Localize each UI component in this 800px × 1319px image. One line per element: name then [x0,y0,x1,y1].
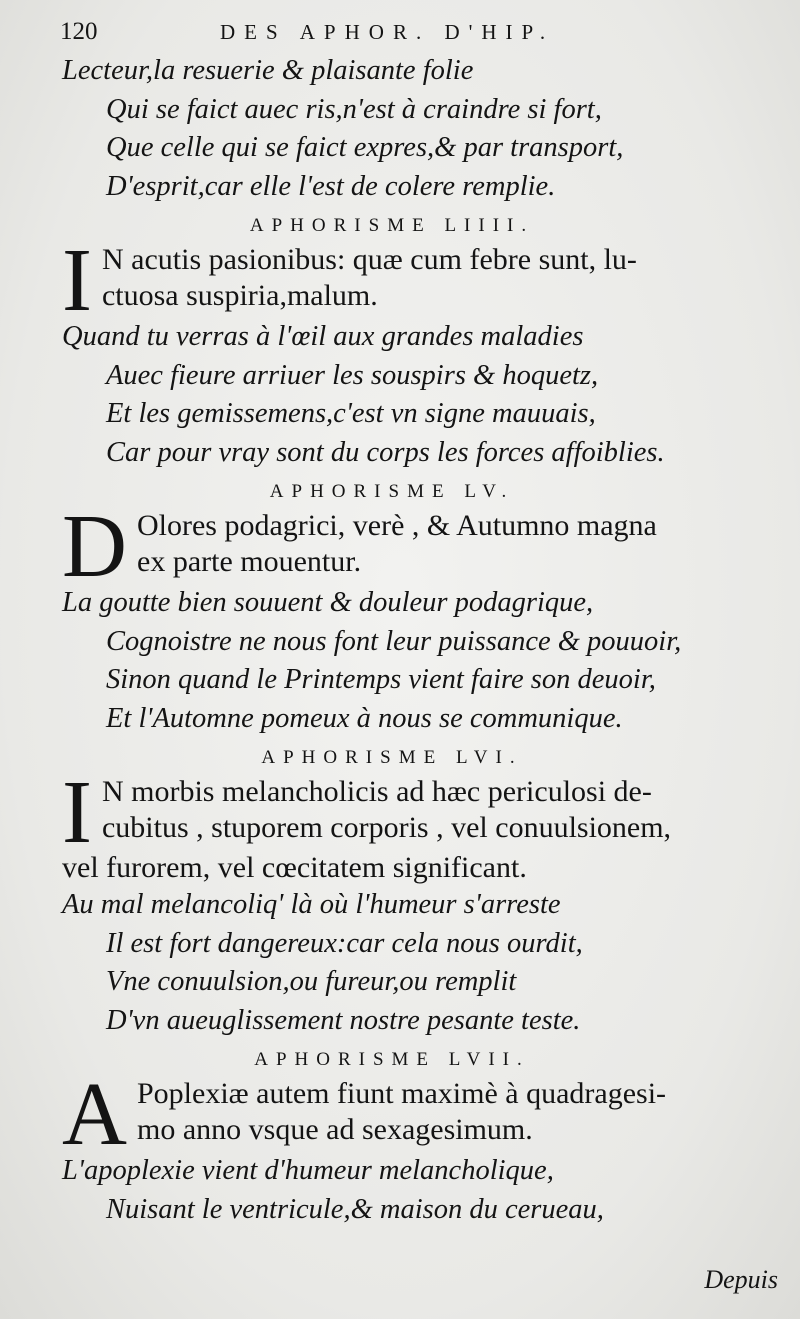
french-verse [62,584,782,738]
running-title: DES APHOR. D'HIP. [220,20,555,44]
french-verse [62,318,782,472]
french-verse [62,886,782,1040]
verse-line: Nuisant le ventricule,& maison du cerueau, [106,1193,604,1225]
latin-line: N morbis melancholicis ad hæc periculosi de- [101,775,652,808]
verse-line: Auec fieure arriuer les souspirs & hoquetz, [106,359,599,391]
aphorism-heading: APHORISME LV. [269,481,515,502]
aphorism-heading: APHORISME LVII. [254,1049,530,1070]
verse-line: Vne conuulsion,ou fureur,ou remplit [106,966,517,997]
verse-line: Que celle qui se faict expres,& par transport, [106,132,624,163]
latin-line: Olores podagrici, verè , & Autumno magna [137,509,657,542]
latin-line: mo anno vsque ad sexagesimum. [137,1113,533,1146]
latin-text [62,231,782,330]
latin-line: N acutis pasionibus: quæ cum febre sunt, lu- [101,243,637,276]
latin-text [62,1065,782,1164]
verse-line: D'esprit,car elle l'est de colere remplie. [106,170,556,202]
verse-line: Lecteur,la resuerie & plaisante folie [62,55,474,86]
drop-cap: I [62,763,92,862]
catchword: Depuis [704,1265,778,1294]
verse-line: D'vn aueuglissement nostre pesante teste. [106,1004,581,1036]
drop-cap: A [62,1065,127,1164]
running-head [62,18,782,52]
verse-line: La goutte bien souuent & douleur podagrique, [62,587,594,618]
verse-continuation [62,52,782,206]
verse-line: Et l'Automne pomeux à nous se communique. [106,702,623,734]
drop-cap: I [62,231,92,330]
verse-line: Qui se faict auec ris,n'est à craindre si fort, [106,93,602,125]
latin-line: cubitus , stuporem corporis , vel conuulsionem, [101,811,672,844]
aphorism-heading: APHORISME LVI. [261,747,523,768]
verse-line: Quand tu verras à l'œil aux grandes maladies [62,321,584,352]
french-verse [62,1152,782,1229]
drop-cap: D [62,497,127,596]
verse-line: Sinon quand le Printemps vient faire son deuoir, [106,664,656,695]
verse-line: Car pour vray sont du corps les forces affoiblies. [106,436,665,468]
verse-line: Il est fort dangereux:car cela nous ourdit, [106,927,583,959]
latin-line: vel furorem, vel cœcitatem significant. [62,851,527,884]
verse-line: Cognoistre ne nous font leur puissance & pouuoir, [106,625,682,657]
latin-text [62,497,782,596]
aphorism-heading: APHORISME LIIII. [249,215,535,236]
latin-line: ctuosa suspiria,malum. [101,279,378,312]
latin-line: ex parte mouentur. [137,545,362,578]
latin-line: Poplexiæ autem fiunt maximè à quadragesi- [137,1077,667,1110]
verse-line: L'apoplexie vient d'humeur melancholique, [62,1155,554,1186]
verse-line: Au mal melancoliq' là où l'humeur s'arreste [62,889,561,920]
latin-text [62,763,782,886]
verse-line: Et les gemissemens,c'est vn signe mauuais, [106,398,596,429]
page-number: 120 [60,18,98,45]
